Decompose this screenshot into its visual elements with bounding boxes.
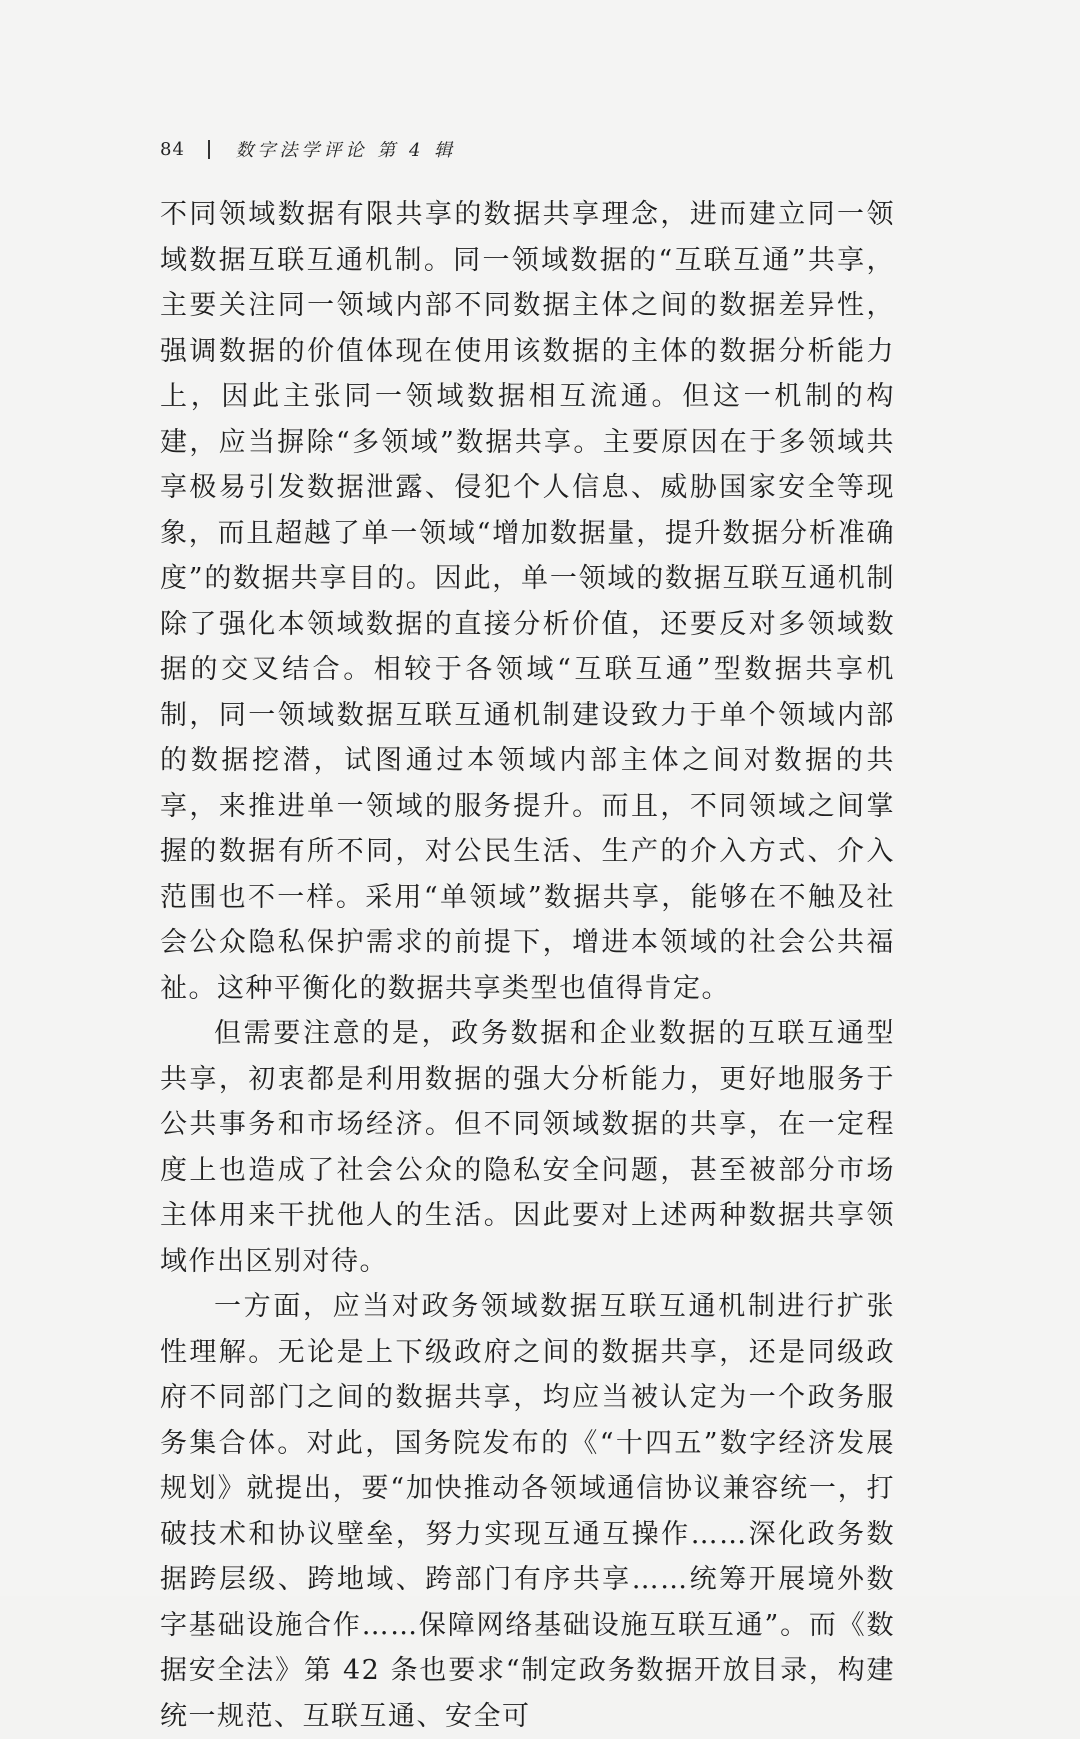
paragraph-continued: 不同领域数据有限共享的数据共享理念，进而建立同一领域数据互联互通机制。同一领域数据的“互联互通”共享，主要关注同一领域内部不同数据主体之间的数据差异性，强调数据的价值体现在使用该数据的主体的数据分析能力上，因此主张同一领域数据相互流通。但这一机制的构建，应当摒除“多领域”数据共享。主要原因在于多领域共享极易引发数据泄露、侵犯个人信息、威胁国家安全等现象，而且超越了单一领域“增加数据量，提升数据分析准确度”的数据共享目的。因此，单一领域的数据互联互通机制除了强化本领域数据的直接分析价值，还要反对多领域数据的交叉结合。相较于各领域“互联互通”型数据共享机制，同一领域数据互联互通机制建设致力于单个领域内部的数据挖潜，试图通过本领域内部主体之间对数据的共享，来推进单一领域的服务提升。而且，不同领域之间掌握的数据有所不同，对公民生活、生产的介入方式、介入范围也不一样。采用“单领域”数据共享，能够在不触及社会公众隐私保护需求的前提下，增进本领域的社会公共福祉。这种平衡化的数据共享类型也值得肯定。 bbox=[160, 199, 895, 1004]
running-title: 数字法学评论 第 4 辑 bbox=[235, 140, 457, 161]
paragraph: 一方面，应当对政务领域数据互联互通机制进行扩张性理解。无论是上下级政府之间的数据共享，还是同级政府不同部门之间的数据共享，均应当被认定为一个政务服务集合体。对此，国务院发布的《“十四五”数字经济发展规划》就提出，要“加快推动各领域通信协议兼容统一，打破技术和协议壁垒，努力实现互通互操作……深化政务数据跨层级、跨地域、跨部门有序共享……统筹开展境外数字基础设施合作……保障网络基础设施互联互通”。而《数据安全法》第 42 条也要求“制定政务数据开放目录，构建统一规范、互联互通、安全可 bbox=[160, 1291, 895, 1732]
page-number: 84 bbox=[160, 138, 185, 160]
header-divider bbox=[208, 140, 210, 159]
body-text bbox=[160, 192, 895, 1739]
paragraph: 但需要注意的是，政务数据和企业数据的互联互通型共享，初衷都是利用数据的强大分析能力，更好地服务于公共事务和市场经济。但不同领域数据的共享，在一定程度上也造成了社会公众的隐私安全问题，甚至被部分市场主体用来干扰他人的生活。因此要对上述两种数据共享领域作出区别对待。 bbox=[160, 1018, 895, 1277]
running-header bbox=[160, 134, 456, 164]
